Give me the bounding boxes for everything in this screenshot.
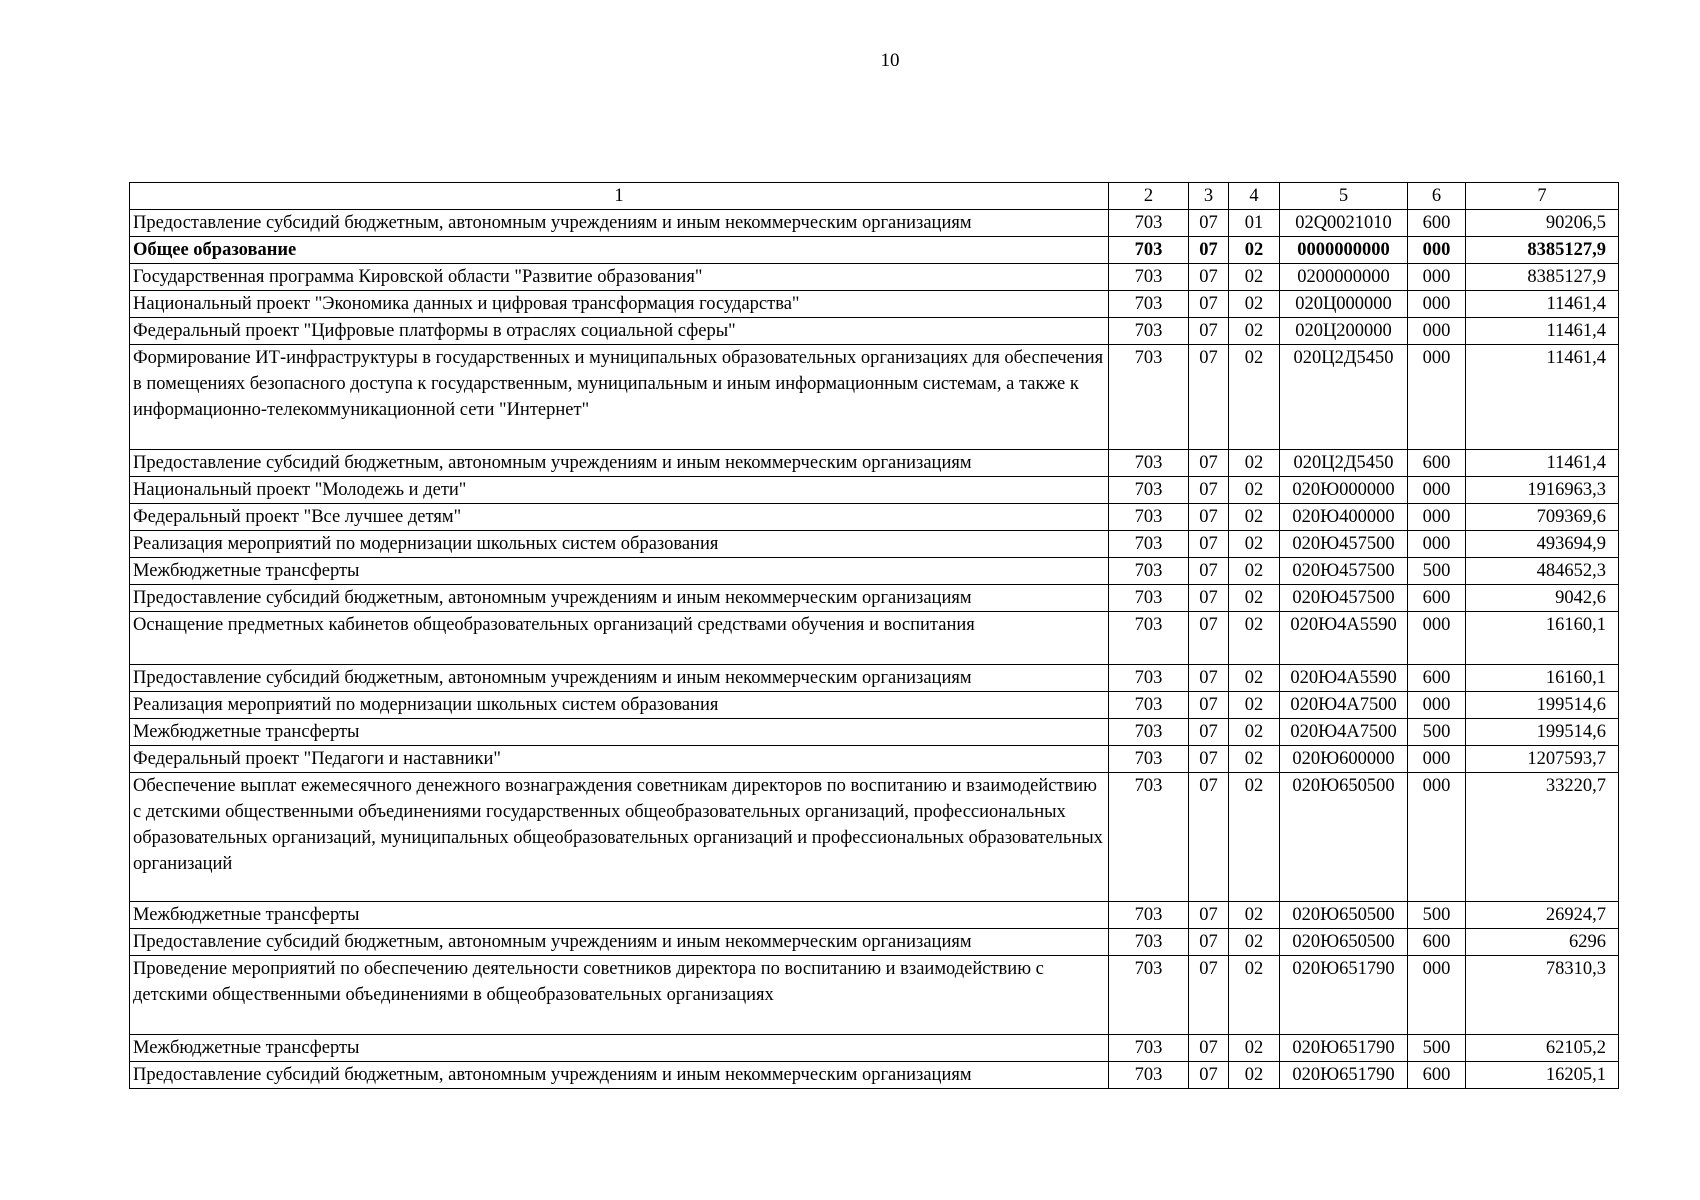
row-code-rz: 07: [1189, 665, 1229, 692]
table-row: [130, 345, 1619, 450]
table-row: [130, 291, 1619, 318]
row-code-gr: 703: [1109, 264, 1189, 291]
table-row: [130, 264, 1619, 291]
row-amount: 1207593,7: [1466, 746, 1619, 773]
column-header: 1: [130, 183, 1109, 210]
table-row: [130, 956, 1619, 1035]
table-row: [130, 237, 1619, 264]
row-code-gr: 703: [1109, 929, 1189, 956]
row-code-csr: 020Ю600000: [1280, 746, 1408, 773]
row-code-pr: 02: [1229, 902, 1280, 929]
table-row: [130, 558, 1619, 585]
header-row: [130, 183, 1619, 210]
row-code-pr: 02: [1229, 291, 1280, 318]
row-code-rz: 07: [1189, 902, 1229, 929]
table-body: [130, 210, 1619, 1089]
row-code-csr: 020Ю651790: [1280, 1062, 1408, 1089]
row-code-vr: 500: [1408, 558, 1466, 585]
row-code-gr: 703: [1109, 902, 1189, 929]
row-name: Межбюджетные трансферты: [130, 719, 1109, 746]
row-code-pr: 02: [1229, 612, 1280, 665]
row-code-csr: 020Ю4А7500: [1280, 719, 1408, 746]
row-code-csr: 0000000000: [1280, 237, 1408, 264]
row-amount: 11461,4: [1466, 345, 1619, 450]
column-header: 4: [1229, 183, 1280, 210]
row-code-csr: 02Q0021010: [1280, 210, 1408, 237]
row-amount: 199514,6: [1466, 692, 1619, 719]
row-code-vr: 600: [1408, 665, 1466, 692]
row-code-rz: 07: [1189, 450, 1229, 477]
row-code-gr: 703: [1109, 210, 1189, 237]
row-name: Обеспечение выплат ежемесячного денежного вознаграждения советникам директоров по воспитанию и взаимодействию с детскими общественными объединениями государственных общеобразовательных организаций, профессиональных образовательных организаций, муниципальных общеобразовательных организаций и профессиональных образовательных организаций: [130, 773, 1109, 902]
row-code-gr: 703: [1109, 531, 1189, 558]
row-code-pr: 02: [1229, 504, 1280, 531]
row-name: Межбюджетные трансферты: [130, 558, 1109, 585]
row-amount: 16160,1: [1466, 612, 1619, 665]
row-code-pr: 02: [1229, 692, 1280, 719]
row-code-gr: 703: [1109, 1062, 1189, 1089]
table-row: [130, 210, 1619, 237]
row-code-rz: 07: [1189, 612, 1229, 665]
row-code-gr: 703: [1109, 558, 1189, 585]
row-code-csr: 020Ц2Д5450: [1280, 345, 1408, 450]
row-name: Реализация мероприятий по модернизации школьных систем образования: [130, 531, 1109, 558]
row-code-rz: 07: [1189, 291, 1229, 318]
row-amount: 33220,7: [1466, 773, 1619, 902]
row-name: Федеральный проект "Все лучшее детям": [130, 504, 1109, 531]
table-row: [130, 746, 1619, 773]
row-code-csr: 020Ю400000: [1280, 504, 1408, 531]
row-code-pr: 01: [1229, 210, 1280, 237]
row-code-pr: 02: [1229, 956, 1280, 1035]
row-name: Межбюджетные трансферты: [130, 1035, 1109, 1062]
row-amount: 8385127,9: [1466, 264, 1619, 291]
row-name: Проведение мероприятий по обеспечению деятельности советников директора по воспитанию и взаимодействию с детскими общественными объединениями в общеобразовательных организациях: [130, 956, 1109, 1035]
row-amount: 26924,7: [1466, 902, 1619, 929]
row-code-csr: 020Ц2Д5450: [1280, 450, 1408, 477]
row-code-gr: 703: [1109, 504, 1189, 531]
row-code-csr: 020Ю651790: [1280, 1035, 1408, 1062]
row-code-gr: 703: [1109, 746, 1189, 773]
table-row: [130, 612, 1619, 665]
row-code-rz: 07: [1189, 210, 1229, 237]
table-row: [130, 531, 1619, 558]
table-row: [130, 902, 1619, 929]
row-amount: 16160,1: [1466, 665, 1619, 692]
row-code-rz: 07: [1189, 929, 1229, 956]
row-code-rz: 07: [1189, 558, 1229, 585]
row-code-csr: 020Ю457500: [1280, 531, 1408, 558]
row-code-pr: 02: [1229, 773, 1280, 902]
row-amount: 6296: [1466, 929, 1619, 956]
row-amount: 9042,6: [1466, 585, 1619, 612]
row-amount: 62105,2: [1466, 1035, 1619, 1062]
row-code-rz: 07: [1189, 719, 1229, 746]
row-code-csr: 020Ю000000: [1280, 477, 1408, 504]
row-name: Формирование ИТ-инфраструктуры в государственных и муниципальных образовательных организациях для обеспечения в помещениях безопасного доступа к государственным, муниципальным и иным информационным системам, а также к информационно-телекоммуникационной сети "Интернет": [130, 345, 1109, 450]
row-code-gr: 703: [1109, 585, 1189, 612]
row-code-rz: 07: [1189, 264, 1229, 291]
row-code-rz: 07: [1189, 477, 1229, 504]
table-row: [130, 1035, 1619, 1062]
row-code-rz: 07: [1189, 773, 1229, 902]
row-code-vr: 600: [1408, 1062, 1466, 1089]
row-name: Национальный проект "Молодежь и дети": [130, 477, 1109, 504]
row-code-vr: 600: [1408, 585, 1466, 612]
row-code-gr: 703: [1109, 450, 1189, 477]
column-header: 7: [1466, 183, 1619, 210]
row-name: Предоставление субсидий бюджетным, автономным учреждениям и иным некоммерческим организациям: [130, 210, 1109, 237]
row-code-vr: 000: [1408, 345, 1466, 450]
row-code-rz: 07: [1189, 956, 1229, 1035]
row-name: Предоставление субсидий бюджетным, автономным учреждениям и иным некоммерческим организациям: [130, 665, 1109, 692]
row-code-pr: 02: [1229, 477, 1280, 504]
row-name: Предоставление субсидий бюджетным, автономным учреждениям и иным некоммерческим организациям: [130, 450, 1109, 477]
table-row: [130, 504, 1619, 531]
row-code-gr: 703: [1109, 612, 1189, 665]
row-code-gr: 703: [1109, 291, 1189, 318]
row-code-gr: 703: [1109, 318, 1189, 345]
table-row: [130, 1062, 1619, 1089]
table-row: [130, 773, 1619, 902]
row-code-pr: 02: [1229, 237, 1280, 264]
row-code-pr: 02: [1229, 264, 1280, 291]
table-row: [130, 318, 1619, 345]
row-name: Государственная программа Кировской области "Развитие образования": [130, 264, 1109, 291]
row-code-vr: 000: [1408, 504, 1466, 531]
row-code-pr: 02: [1229, 585, 1280, 612]
row-name: Предоставление субсидий бюджетным, автономным учреждениям и иным некоммерческим организациям: [130, 929, 1109, 956]
row-name: Национальный проект "Экономика данных и цифровая трансформация государства": [130, 291, 1109, 318]
row-code-vr: 500: [1408, 902, 1466, 929]
row-code-gr: 703: [1109, 345, 1189, 450]
row-code-rz: 07: [1189, 531, 1229, 558]
row-name: Федеральный проект "Педагоги и наставники": [130, 746, 1109, 773]
row-code-vr: 600: [1408, 210, 1466, 237]
row-code-vr: 000: [1408, 773, 1466, 902]
row-amount: 8385127,9: [1466, 237, 1619, 264]
row-code-csr: 020Ю457500: [1280, 585, 1408, 612]
row-code-pr: 02: [1229, 746, 1280, 773]
table-row: [130, 585, 1619, 612]
row-name: Межбюджетные трансферты: [130, 902, 1109, 929]
row-code-vr: 500: [1408, 1035, 1466, 1062]
row-name: Общее образование: [130, 237, 1109, 264]
row-code-gr: 703: [1109, 665, 1189, 692]
row-code-gr: 703: [1109, 692, 1189, 719]
table-row: [130, 929, 1619, 956]
row-code-vr: 000: [1408, 531, 1466, 558]
row-code-pr: 02: [1229, 345, 1280, 450]
row-code-csr: 020Ю650500: [1280, 929, 1408, 956]
row-code-rz: 07: [1189, 1035, 1229, 1062]
row-code-vr: 600: [1408, 929, 1466, 956]
row-code-rz: 07: [1189, 318, 1229, 345]
row-amount: 709369,6: [1466, 504, 1619, 531]
row-code-vr: 000: [1408, 237, 1466, 264]
row-name: Реализация мероприятий по модернизации школьных систем образования: [130, 692, 1109, 719]
row-code-csr: 020Ц000000: [1280, 291, 1408, 318]
column-header: 6: [1408, 183, 1466, 210]
row-amount: 11461,4: [1466, 318, 1619, 345]
row-code-rz: 07: [1189, 585, 1229, 612]
page-number: 10: [880, 50, 900, 71]
row-code-vr: 000: [1408, 956, 1466, 1035]
column-header: 2: [1109, 183, 1189, 210]
row-code-pr: 02: [1229, 450, 1280, 477]
row-amount: 11461,4: [1466, 291, 1619, 318]
row-amount: 484652,3: [1466, 558, 1619, 585]
row-code-pr: 02: [1229, 531, 1280, 558]
row-name: Оснащение предметных кабинетов общеобразовательных организаций средствами обучения и воспитания: [130, 612, 1109, 665]
row-code-gr: 703: [1109, 773, 1189, 902]
row-code-vr: 000: [1408, 612, 1466, 665]
row-amount: 16205,1: [1466, 1062, 1619, 1089]
table-row: [130, 450, 1619, 477]
row-code-csr: 020Ю651790: [1280, 956, 1408, 1035]
row-amount: 11461,4: [1466, 450, 1619, 477]
row-code-vr: 000: [1408, 477, 1466, 504]
row-code-pr: 02: [1229, 665, 1280, 692]
table-row: [130, 692, 1619, 719]
row-code-csr: 020Ц200000: [1280, 318, 1408, 345]
row-code-gr: 703: [1109, 956, 1189, 1035]
row-code-vr: 000: [1408, 318, 1466, 345]
row-code-vr: 600: [1408, 450, 1466, 477]
table-row: [130, 719, 1619, 746]
row-code-csr: 020Ю4А5590: [1280, 665, 1408, 692]
table-row: [130, 477, 1619, 504]
row-code-vr: 000: [1408, 291, 1466, 318]
row-name: Федеральный проект "Цифровые платформы в отраслях социальной сферы": [130, 318, 1109, 345]
row-code-rz: 07: [1189, 692, 1229, 719]
row-code-csr: 020Ю4А7500: [1280, 692, 1408, 719]
row-code-vr: 000: [1408, 746, 1466, 773]
row-name: Предоставление субсидий бюджетным, автономным учреждениям и иным некоммерческим организациям: [130, 1062, 1109, 1089]
row-code-pr: 02: [1229, 1035, 1280, 1062]
row-code-pr: 02: [1229, 558, 1280, 585]
row-code-gr: 703: [1109, 477, 1189, 504]
row-amount: 1916963,3: [1466, 477, 1619, 504]
row-code-pr: 02: [1229, 929, 1280, 956]
row-code-csr: 020Ю650500: [1280, 902, 1408, 929]
row-code-pr: 02: [1229, 1062, 1280, 1089]
row-code-gr: 703: [1109, 719, 1189, 746]
column-header: 5: [1280, 183, 1408, 210]
row-code-vr: 500: [1408, 719, 1466, 746]
row-code-csr: 020Ю650500: [1280, 773, 1408, 902]
row-code-rz: 07: [1189, 237, 1229, 264]
row-code-csr: 020Ю4А5590: [1280, 612, 1408, 665]
row-name: Предоставление субсидий бюджетным, автономным учреждениям и иным некоммерческим организациям: [130, 585, 1109, 612]
table-row: [130, 665, 1619, 692]
row-code-gr: 703: [1109, 237, 1189, 264]
row-amount: 78310,3: [1466, 956, 1619, 1035]
row-code-vr: 000: [1408, 692, 1466, 719]
row-code-vr: 000: [1408, 264, 1466, 291]
row-code-pr: 02: [1229, 719, 1280, 746]
row-amount: 90206,5: [1466, 210, 1619, 237]
column-header: 3: [1189, 183, 1229, 210]
row-code-rz: 07: [1189, 345, 1229, 450]
row-code-rz: 07: [1189, 1062, 1229, 1089]
row-code-gr: 703: [1109, 1035, 1189, 1062]
row-code-rz: 07: [1189, 746, 1229, 773]
row-amount: 199514,6: [1466, 719, 1619, 746]
budget-table: [129, 182, 1619, 1089]
row-code-csr: 0200000000: [1280, 264, 1408, 291]
row-code-rz: 07: [1189, 504, 1229, 531]
row-code-csr: 020Ю457500: [1280, 558, 1408, 585]
row-code-pr: 02: [1229, 318, 1280, 345]
row-amount: 493694,9: [1466, 531, 1619, 558]
